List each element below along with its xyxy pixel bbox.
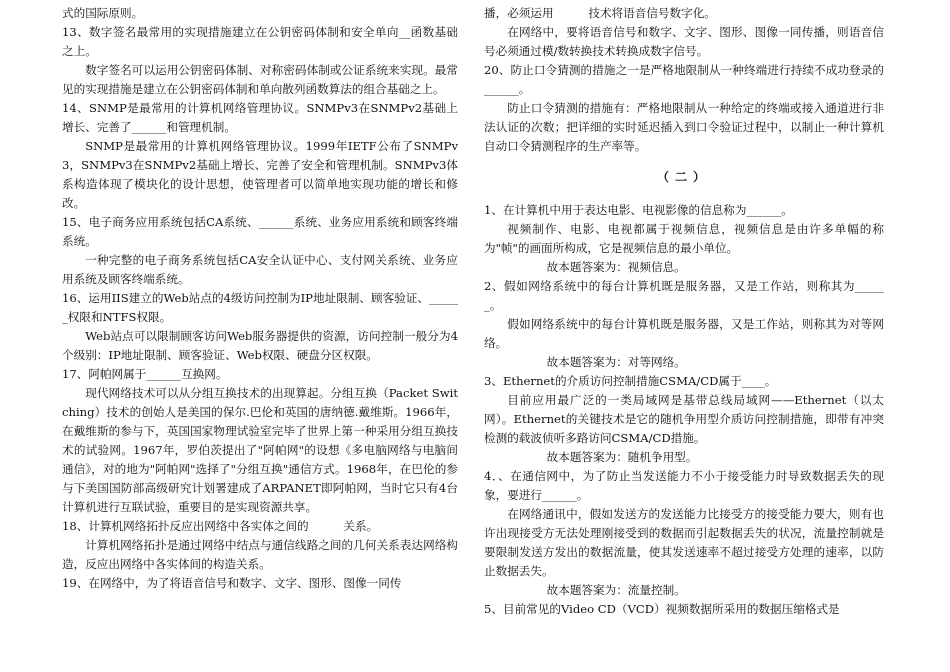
question-1: 1、在计算机中用于表达电影、电视影像的信息称为______。 <box>484 203 793 217</box>
explanation-14: SNMP是最常用的计算机网络管理协议。1999年IETF公布了SNMPv3，SNMPv3在SNMPv2基础上增长、完善了安全和管理机制。SNMPv3体系构造体现了模块化的设计思想，使管理者可以简单地实现功能的增长和修改。 <box>62 139 458 210</box>
explanation-19: 在网络中，要将语音信号和数字、文字、图形、图像一同传播，则语音信号必须通过模/数转换技术转换成数字信号。 <box>484 25 884 58</box>
question-16: 16、运用IIS建立的Web站点的4级访问控制为IP地址限制、顾客验证、______权限和NTFS权限。 <box>62 291 458 324</box>
question-5: 5、目前常见的Video CD（VCD）视频数据所采用的数据压缩格式是 <box>484 602 840 616</box>
question-3: 3、Ethernet的介质访问控制措施CSMA/CD属于____。 <box>484 374 777 388</box>
explanation-17: 现代网络技术可以从分组互换技术的出现算起。分组互换（Packet Switching）技术的创始人是美国的保尔.巴伦和英国的唐纳德.戴维斯。1966年，在戴维斯的参与下，英国国家物理试验室完毕了世界上第一种采用分组互换技术的试验网。1967年，罗伯茨提出了"阿帕网"的设想《多电脑网络与电脑间通信》，对的地为"阿帕网"选择了"分组互换"通信方式。1968年，在巴伦的参与下美国国防部高级研究计划署建成了ARPANET即阿帕网，当时它只有4台计算机进行互联试验，重要目的是实现资源共享。 <box>62 386 458 514</box>
explanation-4: 在网络通讯中，假如发送方的发送能力比接受方的接受能力要大，则有也许出现接受方无法处理刚接受到的数据而引起数据丢失的状况，流量控制就是要限制发送方发出的数据流量，使其发送速率不超过接受方处理的速率，以防止数据丢失。 <box>484 507 884 578</box>
question-15: 15、电子商务应用系统包括CA系统、______系统、业务应用系统和顾客终端系统。 <box>62 215 458 248</box>
explanation-15: 一种完整的电子商务系统包括CA安全认证中心、支付网关系统、业务应用系统及顾客终端系统。 <box>62 253 458 286</box>
right-column <box>484 4 884 619</box>
question-14: 14、SNMP是最常用的计算机网络管理协议。SNMPv3在SNMPv2基础上增长、完善了______和管理机制。 <box>62 101 458 134</box>
explanation-2: 假如网络系统中的每台计算机既是服务器，又是工作站，则称其为对等网络。 <box>484 317 884 350</box>
section-heading: （二） <box>656 170 711 184</box>
explanation-18: 计算机网络拓扑是通过网络中结点与通信线路之间的几何关系表达网络构造，反应出网络中各实体间的构造关系。 <box>62 538 458 571</box>
answer-2: 故本题答案为：对等网络。 <box>546 355 686 369</box>
explanation-3: 目前应用最广泛的一类局域网是基带总线局域网——Ethernet（以太网）。Ethernet的关键技术是它的随机争用型介质访问控制措施，即带有冲突检测的载波侦听多路访问CSMA/CD措施。 <box>484 393 884 445</box>
left-column <box>62 4 458 593</box>
explanation-1: 视频制作、电影、电视都属于视频信息，视频信息是由许多单幅的称为"帧"的画面所构成，它是视频信息的最小单位。 <box>484 222 884 255</box>
answer-4: 故本题答案为：流量控制。 <box>546 583 686 597</box>
question-19-continued: 播，必须运用 技术将语音信号数字化。 <box>484 6 716 20</box>
question-4: 4．、在通信网中，为了防止当发送能力不小于接受能力时导致数据丢失的现象，要进行______。 <box>484 469 884 502</box>
text-line: 式的国际原则。 <box>62 6 144 20</box>
answer-3: 故本题答案为：随机争用型。 <box>546 450 698 464</box>
answer-1: 故本题答案为：视频信息。 <box>546 260 686 274</box>
question-13: 13、数字签名最常用的实现措施建立在公钥密码体制和安全单向__函数基础之上。 <box>62 25 458 58</box>
question-18: 18、计算机网络拓扑反应出网络中各实体之间的 关系。 <box>62 519 379 533</box>
explanation-20: 防止口令猜测的措施有：严格地限制从一种给定的终端或接入通道进行非法认证的次数；把详细的实时延迟插入到口令验证过程中，以制止一种计算机自动口令猜测程序的生产率等。 <box>484 101 884 153</box>
question-20: 20、防止口令猜测的措施之一是严格地限制从一种终端进行持续不成功登录的______。 <box>484 63 884 96</box>
question-2: 2、假如网络系统中的每台计算机既是服务器，又是工作站，则称其为______。 <box>484 279 884 312</box>
explanation-13: 数字签名可以运用公钥密码体制、对称密码体制或公证系统来实现。最常见的实现措施是建立在公钥密码体制和单向散列函数算法的组合基础之上。 <box>62 63 458 96</box>
explanation-16: Web站点可以限制顾客访问Web服务器提供的资源，访问控制一般分为4个级别：IP地址限制、顾客验证、Web权限、硬盘分区权限。 <box>62 329 458 362</box>
question-17: 17、阿帕网属于______互换网。 <box>62 367 228 381</box>
question-19: 19、在网络中，为了将语音信号和数字、文字、图形、图像一同传 <box>62 576 402 590</box>
